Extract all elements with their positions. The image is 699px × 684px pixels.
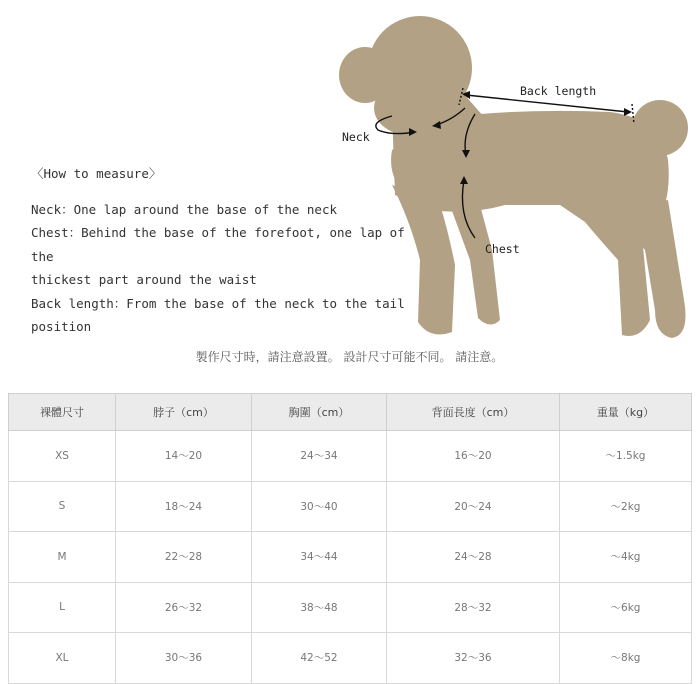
cell-size: XS	[9, 431, 116, 482]
cell-neck: 18～24	[116, 481, 252, 532]
how-to-measure-title: 〈How to measure〉	[31, 166, 162, 181]
table-row	[9, 582, 692, 633]
table-header-row	[9, 394, 692, 431]
size-note: 製作尺寸時，請注意設置。 設計尺寸可能不同。 請注意。	[195, 350, 504, 364]
measure-line-chest: Chest：Behind the base of the forefoot, one lap of the	[31, 225, 405, 264]
cell-neck: 22～28	[116, 532, 252, 583]
cell-weight: ～2kg	[560, 481, 692, 532]
cell-neck: 26～32	[116, 582, 252, 633]
cell-back-length: 24～28	[387, 532, 560, 583]
cell-neck: 14～20	[116, 431, 252, 482]
header-body-size: 裸體尺寸	[9, 394, 116, 431]
chest-label: Chest	[485, 242, 520, 256]
size-table	[8, 393, 692, 684]
back-length-label: Back length	[520, 84, 597, 98]
cell-weight: ～8kg	[560, 633, 692, 684]
header-neck: 脖子（cm）	[116, 394, 252, 431]
measure-line-back-cont: position	[31, 319, 92, 334]
cell-back-length: 32～36	[387, 633, 560, 684]
table-row	[9, 633, 692, 684]
table-row	[9, 431, 692, 482]
how-to-measure-text	[31, 162, 406, 339]
cell-weight: ～6kg	[560, 582, 692, 633]
cell-size: L	[9, 582, 116, 633]
cell-size: XL	[9, 633, 116, 684]
cell-size: S	[9, 481, 116, 532]
measure-line-back: Back length：From the base of the neck to the tail	[31, 295, 405, 311]
cell-back-length: 16～20	[387, 431, 560, 482]
cell-chest: 38～48	[252, 582, 387, 633]
cell-size: M	[9, 532, 116, 583]
table-row	[9, 481, 692, 532]
cell-chest: 34～44	[252, 532, 387, 583]
cell-back-length: 28～32	[387, 582, 560, 633]
cell-neck: 30～36	[116, 633, 252, 684]
cell-chest: 42～52	[252, 633, 387, 684]
cell-chest: 30～40	[252, 481, 387, 532]
measure-line-neck: Neck：One lap around the base of the neck	[31, 201, 337, 217]
cell-weight: ～4kg	[560, 532, 692, 583]
header-chest: 胸圍（cm）	[252, 394, 387, 431]
cell-back-length: 20～24	[387, 481, 560, 532]
header-back-length: 背面長度（cm）	[387, 394, 560, 431]
measure-line-chest-cont: thickest part around the waist	[31, 272, 257, 287]
header-weight: 重量（kg）	[560, 394, 692, 431]
cell-weight: ～1.5kg	[560, 431, 692, 482]
table-row	[9, 532, 692, 583]
neck-label: Neck	[342, 130, 370, 144]
cell-chest: 24～34	[252, 431, 387, 482]
